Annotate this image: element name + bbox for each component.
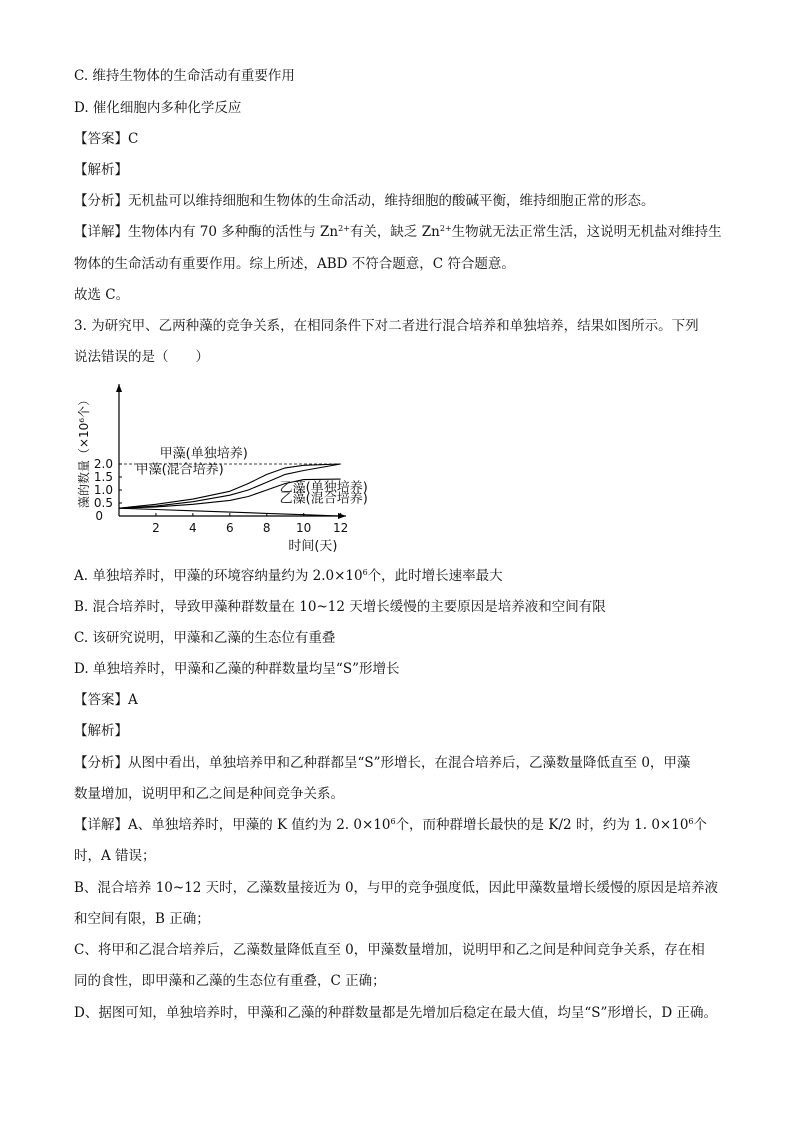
detail-1-line-2: 物体的生命活动有重要作用。综上所述，ABD 不符合题意，C 符合题意。 [74,256,515,272]
analysis-2-line-1: 【分析】从图中看出，单独培养甲和乙种群都呈“S”形增长，在混合培养后，乙藻数量降低直至 0，甲藻 [74,755,691,771]
y-tick-label: 0.5 [93,496,113,510]
detail-1-line-1: 【详解】生物体内有 70 多种酶的活性与 $Zn^{2+}$有关，缺乏 $Zn^{2+}$生物就无法正常生活，这说明无机盐对维持生 [74,224,722,240]
series-label: 甲藻(单独培养) [159,446,248,462]
option-b: B. 混合培养时，导致甲藻种群数量在 10~12 天增长缓慢的主要原因是培养液和空间有限 [74,599,606,615]
y-axis-arrow [116,384,122,392]
answer-1: 【答案】C [74,131,139,147]
x-tick-label: 10 [296,521,312,535]
option-d: D. 单独培养时，甲藻和乙藻的种群数量均呈“S”形增长 [74,661,400,677]
analysis-2-line-2: 数量增加，说明甲和乙之间是种间竞争关系。 [74,786,344,802]
x-axis-label: 时间(天) [288,539,338,554]
detail-a-line-2: 时，A 错误； [74,848,156,864]
option-a: A. 单独培养时，甲藻的环境容纳量约为 $2.0\times 10^6$个，此时增长速率最大 [74,568,503,584]
series-label: 乙藻(单独培养) [279,480,368,496]
y-tick-label: 2.0 [93,457,113,471]
conclusion-1: 故选 C。 [74,287,130,303]
y-axis-label: 藻的数量（×10⁶个） [77,393,91,509]
x-tick-label: 8 [262,521,271,535]
answer-2: 【答案】A [74,692,138,708]
x-tick-label: 6 [225,521,234,535]
detail-d-line-1: D、据图可知，单独培养时，甲藻和乙藻的种群数量都是先增加后稳定在最大值，均呈“S”形增长，D 正确。 [74,1005,717,1021]
analysis-header-1: 【解析】 [74,162,128,178]
question-3-line-2: 说法错误的是（ ） [74,349,209,365]
analysis-header-2: 【解析】 [74,723,128,739]
detail-c-line-1: C、将甲和乙混合培养后，乙藻数量降低直至 0，甲藻数量增加，说明甲和乙之间是种间竞争关系，存在相 [74,942,705,958]
x-tick-label: 2 [152,521,160,535]
y-tick-label: 0 [95,509,103,523]
option-c-prev: C. 维持生物体的生命活动有重要作用 [74,68,295,84]
detail-b-line-2: 和空间有限，B 正确； [74,911,210,927]
question-3-line-1: 3. 为研究甲、乙两种藻的竞争关系，在相同条件下对二者进行混合培养和单独培养，结果如图所示。下列 [74,318,699,334]
series-label: 乙藻(混合培养) [279,491,368,507]
x-tick-label: 12 [332,521,349,535]
algae-growth-chart [74,376,374,556]
detail-a-line-1: 【详解】A、单独培养时，甲藻的 K 值约为 2. $0\times 10^6$个，而种群增长最快的是 K/2 时，约为 1. $0\times 10^6$个 [74,817,708,833]
detail-c-line-2: 同的食性，即甲藻和乙藻的生态位有重叠，C 正确； [74,973,386,989]
detail-b-line-1: B、混合培养 10~12 天时，乙藻数量接近为 0，与甲的竞争强度低，因此甲藻数量增长缓慢的原因是培养液 [74,880,719,896]
x-tick-label: 4 [189,521,197,535]
y-tick-label: 1.5 [93,470,113,484]
option-c: C. 该研究说明，甲藻和乙藻的生态位有重叠 [74,630,336,646]
analysis-1: 【分析】无机盐可以维持细胞和生物体的生命活动，维持细胞的酸碱平衡，维持细胞正常的形态。 [74,193,655,209]
option-d-prev: D. 催化细胞内多种化学反应 [74,100,242,116]
y-tick-label: 1.0 [93,483,113,497]
series-label: 甲藻(混合培养) [135,462,224,478]
